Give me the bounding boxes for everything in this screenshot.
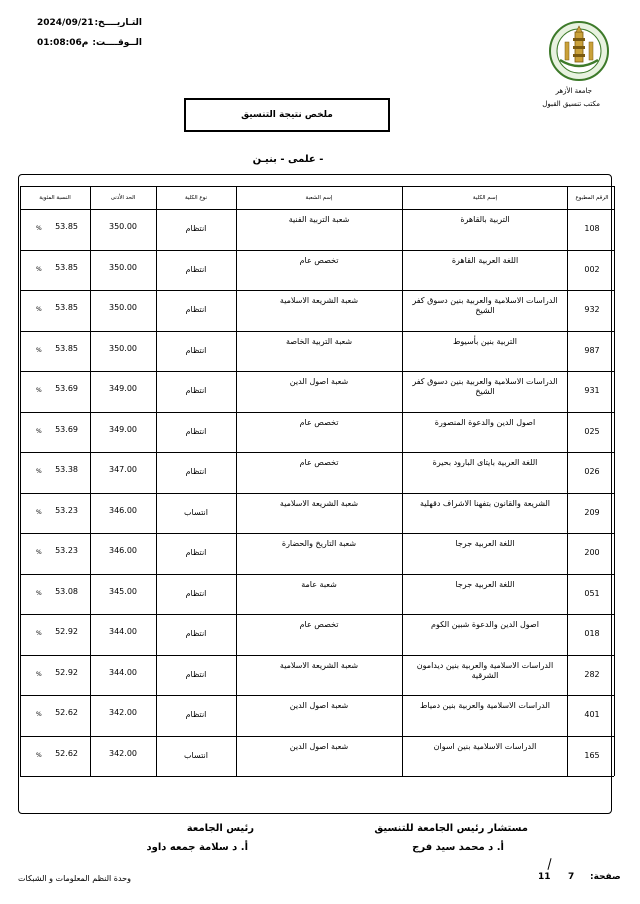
signature-right-name: أ. د محمد سيد فرج <box>412 842 504 853</box>
percent-sign: % <box>36 225 42 232</box>
row-divider <box>20 331 614 332</box>
cell-college: الدراسات الاسلامية والعربية بنين دسوق كفر الشيخ <box>412 296 558 315</box>
percent-value: 53.08 <box>55 587 78 596</box>
column-divider <box>20 186 21 776</box>
header-type: نوع الكلية <box>184 195 208 201</box>
office-name: مكتب تنسيق القبول <box>542 100 600 108</box>
cell-type: انتظام <box>185 589 207 598</box>
page-total: 11 <box>538 872 551 882</box>
header-college: إسم الكلية <box>472 195 498 201</box>
percent-value: 53.85 <box>55 344 78 353</box>
header-min-grade: الحد الأدنى <box>110 195 136 201</box>
cell-branch: شعبة الشريعة الاسلامية <box>279 296 359 305</box>
row-divider <box>20 493 614 494</box>
cell-college: اللغة العربية بايتاى البارود بحيرة <box>432 458 538 467</box>
cell-code: 987 <box>584 346 600 355</box>
row-divider <box>20 371 614 372</box>
percent-sign: % <box>36 266 42 273</box>
cell-min-grade: 349.00 <box>109 425 137 434</box>
cell-min-grade: 350.00 <box>109 303 137 312</box>
cell-college: الدراسات الاسلامية بنين اسوان <box>433 742 537 751</box>
percent-sign: % <box>36 711 42 718</box>
row-divider <box>20 209 614 210</box>
cell-min-grade: 344.00 <box>109 627 137 636</box>
cell-type: انتساب <box>184 751 208 760</box>
row-divider <box>20 412 614 413</box>
cell-type: انتظام <box>185 670 207 679</box>
cell-type: انتظام <box>185 224 207 233</box>
university-logo <box>548 20 610 82</box>
cell-branch: تخصص عام <box>299 458 339 467</box>
percent-sign: % <box>36 630 42 637</box>
cell-college: الدراسات الاسلامية والعربية بنين ديدامون الشرقية <box>416 661 554 680</box>
cell-type: انتظام <box>185 548 207 557</box>
row-divider <box>20 655 614 656</box>
cell-branch: تخصص عام <box>299 620 339 629</box>
row-divider <box>20 250 614 251</box>
row-divider <box>20 776 614 777</box>
cell-branch: شعبة الشريعة الاسلامية <box>279 661 359 670</box>
cell-min-grade: 345.00 <box>109 587 137 596</box>
cell-branch: شعبة اصول الدين <box>289 377 349 386</box>
percent-sign: % <box>36 590 42 597</box>
page-current: 7 <box>568 872 575 882</box>
percent-value: 53.85 <box>55 222 78 231</box>
percent-value: 53.23 <box>55 546 78 555</box>
cell-type: انتظام <box>185 265 207 274</box>
cell-code: 282 <box>584 670 600 679</box>
percent-sign: % <box>36 428 42 435</box>
cell-college: التربية بالقاهرة <box>460 215 510 224</box>
cell-code: 165 <box>584 751 600 760</box>
cell-type: انتظام <box>185 427 207 436</box>
header-branch: إسم الشعبة <box>305 195 333 201</box>
header-percent: النسبة المئوية <box>39 195 71 201</box>
row-divider <box>20 736 614 737</box>
cell-college: اصول الدين والدعوة شبين الكوم <box>431 620 539 629</box>
page-label: صفحة: <box>590 872 621 882</box>
cell-code: 002 <box>584 265 600 274</box>
percent-sign: % <box>36 509 42 516</box>
cell-branch: شعبة اصول الدين <box>289 701 349 710</box>
signature-left-name: أ. د سلامة جمعه داود <box>146 842 248 853</box>
page-title: ملخص نتيجة التنسيق <box>184 98 390 132</box>
cell-min-grade: 350.00 <box>109 222 137 231</box>
cell-code: 932 <box>584 305 600 314</box>
cell-min-grade: 342.00 <box>109 749 137 758</box>
cell-college: اللغة العربية القاهرة <box>451 256 519 265</box>
cell-branch: شعبة الشريعة الاسلامية <box>279 499 359 508</box>
page-subtitle: - علمى - بنيـن <box>252 154 324 165</box>
cell-type: انتظام <box>185 710 207 719</box>
time-label: الــوقــــت: <box>92 38 142 48</box>
cell-branch: شعبة التاريخ والحضارة <box>281 539 357 548</box>
university-name: جامعة الأزهر <box>555 87 592 95</box>
header-code: الرقم المطبوع <box>575 195 609 201</box>
cell-min-grade: 346.00 <box>109 546 137 555</box>
signature-left-title: رئيس الجامعة <box>186 823 254 834</box>
percent-sign: % <box>36 549 42 556</box>
cell-code: 209 <box>584 508 600 517</box>
percent-sign: % <box>36 306 42 313</box>
footer-unit: وحدة النظم المعلومات و الشبكات <box>18 874 131 883</box>
cell-code: 026 <box>584 467 600 476</box>
percent-sign: % <box>36 752 42 759</box>
row-divider <box>20 574 614 575</box>
percent-sign: % <box>36 671 42 678</box>
percent-value: 52.92 <box>55 668 78 677</box>
column-divider <box>614 186 615 776</box>
signature-right-title: مستشار رئيس الجامعة للتنسيق <box>374 823 528 834</box>
cell-college: الدراسات الاسلامية والعربية بنين دمياط <box>419 701 550 710</box>
cell-type: انتساب <box>184 508 208 517</box>
date-value: 2024/09/21 <box>37 18 94 28</box>
cell-type: انتظام <box>185 346 207 355</box>
time-value: 01:08:06م <box>37 38 89 48</box>
column-divider <box>402 186 403 776</box>
cell-code: 931 <box>584 386 600 395</box>
cell-code: 108 <box>584 224 600 233</box>
cell-code: 051 <box>584 589 600 598</box>
cell-college: الدراسات الاسلامية والعربية بنين دسوق كفر الشيخ <box>412 377 558 396</box>
cell-type: انتظام <box>185 386 207 395</box>
cell-min-grade: 344.00 <box>109 668 137 677</box>
percent-sign: % <box>36 468 42 475</box>
cell-college: اللغة العربية جرجا <box>455 580 515 589</box>
cell-code: 018 <box>584 629 600 638</box>
cell-min-grade: 346.00 <box>109 506 137 515</box>
percent-value: 53.69 <box>55 384 78 393</box>
column-divider <box>90 186 91 776</box>
column-divider <box>156 186 157 776</box>
cell-code: 200 <box>584 548 600 557</box>
cell-branch: شعبة عامة <box>301 580 337 589</box>
cell-type: انتظام <box>185 629 207 638</box>
cell-branch: تخصص عام <box>299 418 339 427</box>
percent-value: 53.38 <box>55 465 78 474</box>
cell-type: انتظام <box>185 305 207 314</box>
cell-branch: شعبة اصول الدين <box>289 742 349 751</box>
cell-college: اللغة العربية جرجا <box>455 539 515 548</box>
row-divider <box>20 452 614 453</box>
percent-value: 53.69 <box>55 425 78 434</box>
cell-min-grade: 349.00 <box>109 384 137 393</box>
cell-type: انتظام <box>185 467 207 476</box>
cell-code: 401 <box>584 710 600 719</box>
cell-code: 025 <box>584 427 600 436</box>
cell-min-grade: 350.00 <box>109 344 137 353</box>
cell-branch: شعبة التربية الفنية <box>288 215 350 224</box>
cell-min-grade: 347.00 <box>109 465 137 474</box>
percent-value: 52.92 <box>55 627 78 636</box>
row-divider <box>20 695 614 696</box>
row-divider <box>20 614 614 615</box>
percent-sign: % <box>36 387 42 394</box>
percent-value: 53.85 <box>55 263 78 272</box>
cell-college: الشريعة والقانون بتفهنا الاشراف دقهلية <box>419 499 551 508</box>
percent-value: 52.62 <box>55 749 78 758</box>
cell-branch: تخصص عام <box>299 256 339 265</box>
percent-value: 52.62 <box>55 708 78 717</box>
date-label: التـاريــــخ: <box>94 18 142 28</box>
percent-value: 53.85 <box>55 303 78 312</box>
cell-min-grade: 350.00 <box>109 263 137 272</box>
cell-min-grade: 342.00 <box>109 708 137 717</box>
row-divider <box>20 533 614 534</box>
row-divider <box>20 290 614 291</box>
cell-branch: شعبة التربية الخاصة <box>285 337 353 346</box>
percent-sign: % <box>36 347 42 354</box>
cell-college: التربية بنين بأسيوط <box>453 337 517 346</box>
percent-value: 53.23 <box>55 506 78 515</box>
column-divider <box>567 186 568 776</box>
page-separator <box>547 858 551 870</box>
column-divider <box>236 186 237 776</box>
row-divider <box>20 186 614 187</box>
cell-college: اصول الدين والدعوة المنصورة <box>434 418 536 427</box>
